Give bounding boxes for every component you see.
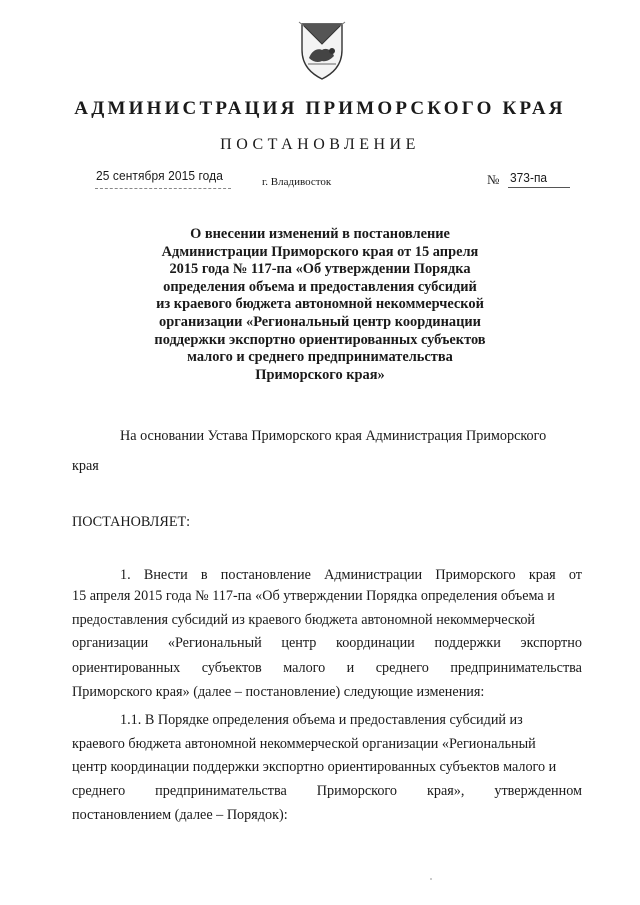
primorye-coat-of-arms-icon — [296, 20, 348, 82]
document-date: 25 сентября 2015 года — [96, 168, 223, 183]
scan-artifact — [430, 878, 432, 880]
item1-line-5 — [72, 660, 582, 676]
word: центр — [281, 635, 317, 651]
decree-word: ПОСТАНОВЛЯЕТ: — [72, 514, 191, 530]
title-line: определения объема и предоставления субсидий — [163, 278, 477, 295]
date-underline — [95, 188, 231, 189]
title-line: Приморского края» — [255, 366, 385, 383]
word: координации — [336, 635, 415, 651]
word: от — [568, 567, 582, 583]
item11-line-5: постановлением (далее – Порядок): — [72, 807, 288, 823]
word: Приморского — [435, 567, 516, 583]
item11-line-2: краевого бюджета автономной некоммерческой организации «Региональный — [72, 736, 536, 752]
word: малого — [283, 660, 326, 676]
word: в — [200, 567, 208, 583]
word: постановление — [220, 567, 311, 583]
word: Внести — [143, 567, 188, 583]
item1-line-6: Приморского края» (далее – постановление) следующие изменения: — [72, 684, 485, 700]
item11-line-4 — [72, 783, 582, 799]
title-line: О внесении изменений в постановление — [190, 226, 450, 242]
word: поддержки — [434, 635, 501, 651]
agency-name: АДМИНИСТРАЦИЯ ПРИМОРСКОГО КРАЯ — [74, 98, 566, 119]
word: субъектов — [201, 660, 262, 676]
item1-line-2: 15 апреля 2015 года № 117-па «Об утверждении Порядка определения объема и — [72, 588, 555, 604]
item1-line-4 — [72, 635, 582, 651]
item11-line-1: 1.1. В Порядке определения объема и предоставления субсидий из — [120, 712, 523, 728]
title-line: из краевого бюджета автономной некоммерческой — [156, 296, 484, 313]
word: среднего — [72, 783, 126, 799]
word: организации — [72, 635, 149, 651]
basis-line-2: края — [72, 458, 99, 474]
title-line: Администрации Приморского края от 15 апреля — [161, 243, 479, 260]
title-line: поддержки экспортно ориентированных субъектов — [154, 331, 486, 348]
item1-line-3: предоставления субсидий из краевого бюджета автономной некоммерческой — [72, 612, 536, 628]
word: «Региональный — [167, 635, 262, 651]
word: предпринимательства — [450, 660, 582, 676]
document-number: 373-па — [510, 170, 548, 185]
word: Администрации — [324, 567, 423, 583]
word: утвержденном — [494, 783, 582, 799]
number-underline — [508, 187, 570, 188]
title-line: организации «Региональный центр координации — [159, 313, 481, 330]
word: края — [528, 567, 556, 583]
word: предпринимательства — [155, 783, 287, 799]
basis-line-1: На основании Устава Приморского края Администрация Приморского — [120, 428, 547, 444]
word: края», — [426, 783, 465, 799]
document-type: ПОСТАНОВЛЕНИЕ — [220, 136, 420, 153]
title-line: 2015 года № 117-па «Об утверждении Порядка — [169, 261, 471, 278]
word: ориентированных — [72, 660, 181, 676]
number-sign: № — [487, 172, 500, 187]
document-city: г. Владивосток — [262, 176, 332, 188]
word: Приморского — [316, 783, 397, 799]
word: среднего — [375, 660, 429, 676]
document-title — [100, 226, 540, 384]
word: и — [346, 660, 355, 676]
word: экспортно — [520, 635, 582, 651]
item1-line-1 — [120, 567, 582, 583]
item11-line-3: центр координации поддержки экспортно ориентированных субъектов малого и — [72, 759, 557, 775]
word: 1. — [120, 567, 131, 583]
title-line: малого и среднего предпринимательства — [187, 349, 453, 366]
